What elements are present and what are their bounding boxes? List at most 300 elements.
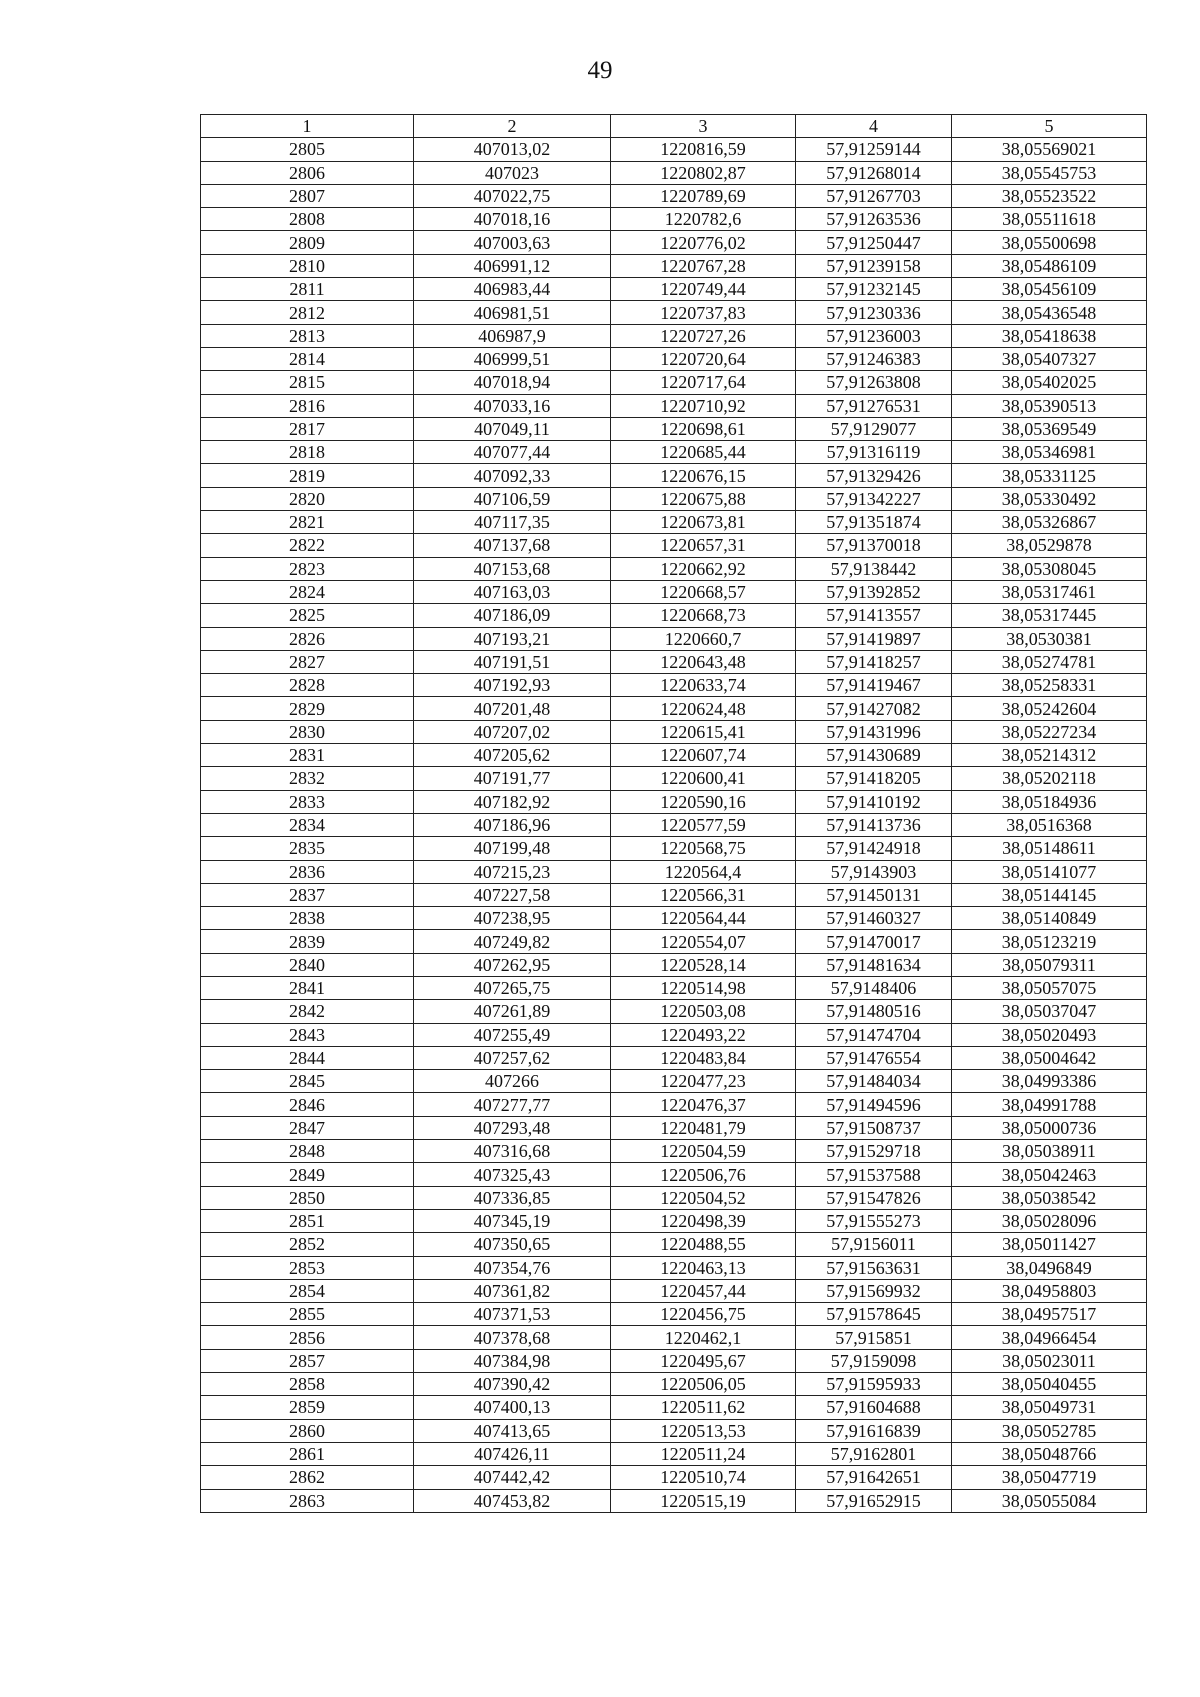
table-row [201,1349,1147,1372]
table-header-row [201,115,1147,138]
x-coordinate-cell: 407227,58 [414,883,611,906]
y-coordinate-cell: 1220554,07 [611,930,796,953]
table-row [201,860,1147,883]
point-number-cell: 2831 [201,744,414,767]
table-row [201,441,1147,464]
x-coordinate-cell: 407193,21 [414,627,611,650]
y-coordinate-cell: 1220802,87 [611,161,796,184]
x-coordinate-cell: 407266 [414,1070,611,1093]
point-number-cell: 2815 [201,371,414,394]
longitude-cell: 38,05500698 [952,231,1147,254]
table-row [201,1000,1147,1023]
y-coordinate-cell: 1220720,64 [611,347,796,370]
y-coordinate-cell: 1220660,7 [611,627,796,650]
point-number-cell: 2827 [201,650,414,673]
longitude-cell: 38,05317445 [952,604,1147,627]
page-number: 49 [587,57,613,84]
y-coordinate-cell: 1220624,48 [611,697,796,720]
latitude-cell: 57,91430689 [796,744,952,767]
table-row [201,464,1147,487]
point-number-cell: 2840 [201,953,414,976]
table-row [201,1093,1147,1116]
point-number-cell: 2834 [201,813,414,836]
latitude-cell: 57,91316119 [796,441,952,464]
longitude-cell: 38,05141077 [952,860,1147,883]
latitude-cell: 57,91263808 [796,371,952,394]
longitude-cell: 38,05079311 [952,953,1147,976]
y-coordinate-cell: 1220515,19 [611,1489,796,1512]
point-number-cell: 2816 [201,394,414,417]
point-number-cell: 2805 [201,138,414,161]
table-row [201,1233,1147,1256]
x-coordinate-cell: 407400,13 [414,1396,611,1419]
y-coordinate-cell: 1220456,75 [611,1303,796,1326]
point-number-cell: 2853 [201,1256,414,1279]
y-coordinate-cell: 1220493,22 [611,1023,796,1046]
latitude-cell: 57,9156011 [796,1233,952,1256]
latitude-cell: 57,91239158 [796,254,952,277]
point-number-cell: 2857 [201,1349,414,1372]
table-row [201,1303,1147,1326]
longitude-cell: 38,05047719 [952,1466,1147,1489]
point-number-cell: 2841 [201,976,414,999]
y-coordinate-cell: 1220566,31 [611,883,796,906]
table-row [201,953,1147,976]
y-coordinate-cell: 1220717,64 [611,371,796,394]
x-coordinate-cell: 407261,89 [414,1000,611,1023]
latitude-cell: 57,91424918 [796,837,952,860]
latitude-cell: 57,91418257 [796,650,952,673]
latitude-cell: 57,91569932 [796,1279,952,1302]
table-row [201,720,1147,743]
latitude-cell: 57,91427082 [796,697,952,720]
table-row [201,1419,1147,1442]
longitude-cell: 38,05049731 [952,1396,1147,1419]
longitude-cell: 38,05042463 [952,1163,1147,1186]
x-coordinate-cell: 407316,68 [414,1140,611,1163]
y-coordinate-cell: 1220457,44 [611,1279,796,1302]
latitude-cell: 57,91652915 [796,1489,952,1512]
longitude-cell: 38,05214312 [952,744,1147,767]
table-row [201,557,1147,580]
table-row [201,511,1147,534]
point-number-cell: 2850 [201,1186,414,1209]
longitude-cell: 38,05330492 [952,487,1147,510]
y-coordinate-cell: 1220676,15 [611,464,796,487]
point-number-cell: 2833 [201,790,414,813]
latitude-cell: 57,91494596 [796,1093,952,1116]
point-number-cell: 2845 [201,1070,414,1093]
x-coordinate-cell: 407255,49 [414,1023,611,1046]
table-row [201,1186,1147,1209]
y-coordinate-cell: 1220564,4 [611,860,796,883]
longitude-cell: 38,05402025 [952,371,1147,394]
point-number-cell: 2848 [201,1140,414,1163]
y-coordinate-cell: 1220495,67 [611,1349,796,1372]
x-coordinate-cell: 407137,68 [414,534,611,557]
point-number-cell: 2861 [201,1442,414,1465]
latitude-cell: 57,91419897 [796,627,952,650]
latitude-cell: 57,91370018 [796,534,952,557]
latitude-cell: 57,91481634 [796,953,952,976]
table-row [201,907,1147,930]
latitude-cell: 57,91476554 [796,1046,952,1069]
longitude-cell: 38,04957517 [952,1303,1147,1326]
y-coordinate-cell: 1220782,6 [611,208,796,231]
point-number-cell: 2860 [201,1419,414,1442]
latitude-cell: 57,91267703 [796,184,952,207]
point-number-cell: 2846 [201,1093,414,1116]
longitude-cell: 38,05144145 [952,883,1147,906]
longitude-cell: 38,05037047 [952,1000,1147,1023]
point-number-cell: 2820 [201,487,414,510]
y-coordinate-cell: 1220568,75 [611,837,796,860]
latitude-cell: 57,91480516 [796,1000,952,1023]
table-row [201,1466,1147,1489]
point-number-cell: 2808 [201,208,414,231]
latitude-cell: 57,91450131 [796,883,952,906]
table-row [201,674,1147,697]
latitude-cell: 57,91563631 [796,1256,952,1279]
x-coordinate-cell: 407018,16 [414,208,611,231]
latitude-cell: 57,91250447 [796,231,952,254]
table-row [201,254,1147,277]
x-coordinate-cell: 407153,68 [414,557,611,580]
longitude-cell: 38,05258331 [952,674,1147,697]
latitude-cell: 57,91263536 [796,208,952,231]
longitude-cell: 38,0516368 [952,813,1147,836]
column-header: 3 [611,115,796,138]
table-row [201,138,1147,161]
x-coordinate-cell: 407022,75 [414,184,611,207]
latitude-cell: 57,91410192 [796,790,952,813]
point-number-cell: 2829 [201,697,414,720]
x-coordinate-cell: 407191,77 [414,767,611,790]
x-coordinate-cell: 407049,11 [414,417,611,440]
x-coordinate-cell: 407215,23 [414,860,611,883]
y-coordinate-cell: 1220577,59 [611,813,796,836]
y-coordinate-cell: 1220510,74 [611,1466,796,1489]
longitude-cell: 38,05456109 [952,278,1147,301]
x-coordinate-cell: 407371,53 [414,1303,611,1326]
longitude-cell: 38,05545753 [952,161,1147,184]
table-row [201,487,1147,510]
x-coordinate-cell: 407092,33 [414,464,611,487]
longitude-cell: 38,05000736 [952,1116,1147,1139]
latitude-cell: 57,9148406 [796,976,952,999]
point-number-cell: 2855 [201,1303,414,1326]
latitude-cell: 57,91431996 [796,720,952,743]
table-row [201,1373,1147,1396]
column-header: 4 [796,115,952,138]
point-number-cell: 2854 [201,1279,414,1302]
latitude-cell: 57,91351874 [796,511,952,534]
latitude-cell: 57,9143903 [796,860,952,883]
latitude-cell: 57,91236003 [796,324,952,347]
table-row [201,347,1147,370]
x-coordinate-cell: 407106,59 [414,487,611,510]
x-coordinate-cell: 407336,85 [414,1186,611,1209]
latitude-cell: 57,91419467 [796,674,952,697]
table-row [201,697,1147,720]
y-coordinate-cell: 1220698,61 [611,417,796,440]
longitude-cell: 38,05486109 [952,254,1147,277]
longitude-cell: 38,04958803 [952,1279,1147,1302]
y-coordinate-cell: 1220506,76 [611,1163,796,1186]
longitude-cell: 38,05038542 [952,1186,1147,1209]
point-number-cell: 2806 [201,161,414,184]
latitude-cell: 57,9129077 [796,417,952,440]
table-row [201,650,1147,673]
longitude-cell: 38,0530381 [952,627,1147,650]
x-coordinate-cell: 406981,51 [414,301,611,324]
y-coordinate-cell: 1220564,44 [611,907,796,930]
point-number-cell: 2824 [201,580,414,603]
y-coordinate-cell: 1220643,48 [611,650,796,673]
point-number-cell: 2823 [201,557,414,580]
latitude-cell: 57,91232145 [796,278,952,301]
point-number-cell: 2813 [201,324,414,347]
table-row [201,394,1147,417]
x-coordinate-cell: 407249,82 [414,930,611,953]
longitude-cell: 38,05057075 [952,976,1147,999]
y-coordinate-cell: 1220488,55 [611,1233,796,1256]
table-row [201,301,1147,324]
longitude-cell: 38,05123219 [952,930,1147,953]
latitude-cell: 57,91470017 [796,930,952,953]
longitude-cell: 38,05390513 [952,394,1147,417]
latitude-cell: 57,91642651 [796,1466,952,1489]
y-coordinate-cell: 1220776,02 [611,231,796,254]
latitude-cell: 57,91230336 [796,301,952,324]
y-coordinate-cell: 1220615,41 [611,720,796,743]
x-coordinate-cell: 407350,65 [414,1233,611,1256]
table-row [201,161,1147,184]
x-coordinate-cell: 407191,51 [414,650,611,673]
table-row [201,1046,1147,1069]
point-number-cell: 2818 [201,441,414,464]
y-coordinate-cell: 1220668,57 [611,580,796,603]
longitude-cell: 38,05511618 [952,208,1147,231]
y-coordinate-cell: 1220668,73 [611,604,796,627]
y-coordinate-cell: 1220476,37 [611,1093,796,1116]
point-number-cell: 2832 [201,767,414,790]
point-number-cell: 2862 [201,1466,414,1489]
table-row [201,1326,1147,1349]
table-row [201,813,1147,836]
y-coordinate-cell: 1220607,74 [611,744,796,767]
point-number-cell: 2839 [201,930,414,953]
longitude-cell: 38,05317461 [952,580,1147,603]
x-coordinate-cell: 407238,95 [414,907,611,930]
table-body [201,138,1147,1513]
point-number-cell: 2837 [201,883,414,906]
column-header: 2 [414,115,611,138]
x-coordinate-cell: 407384,98 [414,1349,611,1372]
y-coordinate-cell: 1220737,83 [611,301,796,324]
longitude-cell: 38,04991788 [952,1093,1147,1116]
latitude-cell: 57,91460327 [796,907,952,930]
y-coordinate-cell: 1220513,53 [611,1419,796,1442]
table-row [201,1163,1147,1186]
x-coordinate-cell: 407257,62 [414,1046,611,1069]
y-coordinate-cell: 1220590,16 [611,790,796,813]
x-coordinate-cell: 407426,11 [414,1442,611,1465]
table-row [201,1070,1147,1093]
table-row [201,1442,1147,1465]
latitude-cell: 57,91595933 [796,1373,952,1396]
longitude-cell: 38,0529878 [952,534,1147,557]
x-coordinate-cell: 406983,44 [414,278,611,301]
longitude-cell: 38,05308045 [952,557,1147,580]
table-row [201,1279,1147,1302]
longitude-cell: 38,05331125 [952,464,1147,487]
y-coordinate-cell: 1220816,59 [611,138,796,161]
latitude-cell: 57,91537588 [796,1163,952,1186]
y-coordinate-cell: 1220463,13 [611,1256,796,1279]
x-coordinate-cell: 407163,03 [414,580,611,603]
longitude-cell: 38,05055084 [952,1489,1147,1512]
point-number-cell: 2828 [201,674,414,697]
x-coordinate-cell: 406999,51 [414,347,611,370]
longitude-cell: 38,05040455 [952,1373,1147,1396]
y-coordinate-cell: 1220477,23 [611,1070,796,1093]
x-coordinate-cell: 407325,43 [414,1163,611,1186]
y-coordinate-cell: 1220767,28 [611,254,796,277]
point-number-cell: 2830 [201,720,414,743]
table-header [201,115,1147,138]
y-coordinate-cell: 1220710,92 [611,394,796,417]
latitude-cell: 57,9162801 [796,1442,952,1465]
latitude-cell: 57,91342227 [796,487,952,510]
point-number-cell: 2863 [201,1489,414,1512]
latitude-cell: 57,91474704 [796,1023,952,1046]
x-coordinate-cell: 406987,9 [414,324,611,347]
x-coordinate-cell: 407201,48 [414,697,611,720]
table-row [201,604,1147,627]
point-number-cell: 2814 [201,347,414,370]
table-row [201,744,1147,767]
latitude-cell: 57,91413557 [796,604,952,627]
x-coordinate-cell: 407390,42 [414,1373,611,1396]
longitude-cell: 38,05418638 [952,324,1147,347]
point-number-cell: 2825 [201,604,414,627]
table-row [201,1116,1147,1139]
y-coordinate-cell: 1220498,39 [611,1209,796,1232]
latitude-cell: 57,91268014 [796,161,952,184]
point-number-cell: 2810 [201,254,414,277]
longitude-cell: 38,0496849 [952,1256,1147,1279]
longitude-cell: 38,05346981 [952,441,1147,464]
longitude-cell: 38,05202118 [952,767,1147,790]
latitude-cell: 57,91276531 [796,394,952,417]
x-coordinate-cell: 407277,77 [414,1093,611,1116]
point-number-cell: 2849 [201,1163,414,1186]
coordinates-table [200,114,1147,1513]
longitude-cell: 38,05436548 [952,301,1147,324]
longitude-cell: 38,05242604 [952,697,1147,720]
x-coordinate-cell: 407182,92 [414,790,611,813]
point-number-cell: 2859 [201,1396,414,1419]
longitude-cell: 38,05148611 [952,837,1147,860]
y-coordinate-cell: 1220504,52 [611,1186,796,1209]
point-number-cell: 2835 [201,837,414,860]
y-coordinate-cell: 1220511,62 [611,1396,796,1419]
point-number-cell: 2822 [201,534,414,557]
y-coordinate-cell: 1220528,14 [611,953,796,976]
table-row [201,767,1147,790]
point-number-cell: 2843 [201,1023,414,1046]
x-coordinate-cell: 407262,95 [414,953,611,976]
latitude-cell: 57,91259144 [796,138,952,161]
y-coordinate-cell: 1220633,74 [611,674,796,697]
x-coordinate-cell: 407186,09 [414,604,611,627]
x-coordinate-cell: 407354,76 [414,1256,611,1279]
table-row [201,324,1147,347]
point-number-cell: 2844 [201,1046,414,1069]
y-coordinate-cell: 1220503,08 [611,1000,796,1023]
point-number-cell: 2826 [201,627,414,650]
x-coordinate-cell: 407192,93 [414,674,611,697]
x-coordinate-cell: 406991,12 [414,254,611,277]
longitude-cell: 38,05004642 [952,1046,1147,1069]
longitude-cell: 38,05274781 [952,650,1147,673]
longitude-cell: 38,05020493 [952,1023,1147,1046]
latitude-cell: 57,91392852 [796,580,952,603]
table-row [201,930,1147,953]
point-number-cell: 2858 [201,1373,414,1396]
point-number-cell: 2812 [201,301,414,324]
longitude-cell: 38,05048766 [952,1442,1147,1465]
point-number-cell: 2811 [201,278,414,301]
x-coordinate-cell: 407018,94 [414,371,611,394]
latitude-cell: 57,9138442 [796,557,952,580]
x-coordinate-cell: 407413,65 [414,1419,611,1442]
latitude-cell: 57,915851 [796,1326,952,1349]
longitude-cell: 38,05326867 [952,511,1147,534]
point-number-cell: 2807 [201,184,414,207]
x-coordinate-cell: 407265,75 [414,976,611,999]
table-row [201,580,1147,603]
x-coordinate-cell: 407293,48 [414,1116,611,1139]
y-coordinate-cell: 1220600,41 [611,767,796,790]
y-coordinate-cell: 1220462,1 [611,1326,796,1349]
y-coordinate-cell: 1220483,84 [611,1046,796,1069]
y-coordinate-cell: 1220511,24 [611,1442,796,1465]
column-header: 5 [952,115,1147,138]
column-header: 1 [201,115,414,138]
table-row [201,231,1147,254]
longitude-cell: 38,05052785 [952,1419,1147,1442]
longitude-cell: 38,05028096 [952,1209,1147,1232]
longitude-cell: 38,04993386 [952,1070,1147,1093]
x-coordinate-cell: 407033,16 [414,394,611,417]
y-coordinate-cell: 1220657,31 [611,534,796,557]
table-row [201,1256,1147,1279]
y-coordinate-cell: 1220789,69 [611,184,796,207]
table-row [201,208,1147,231]
x-coordinate-cell: 407117,35 [414,511,611,534]
table-row [201,184,1147,207]
x-coordinate-cell: 407207,02 [414,720,611,743]
table-row [201,1209,1147,1232]
x-coordinate-cell: 407442,42 [414,1466,611,1489]
latitude-cell: 57,91413736 [796,813,952,836]
latitude-cell: 57,91555273 [796,1209,952,1232]
latitude-cell: 57,91484034 [796,1070,952,1093]
point-number-cell: 2838 [201,907,414,930]
y-coordinate-cell: 1220506,05 [611,1373,796,1396]
